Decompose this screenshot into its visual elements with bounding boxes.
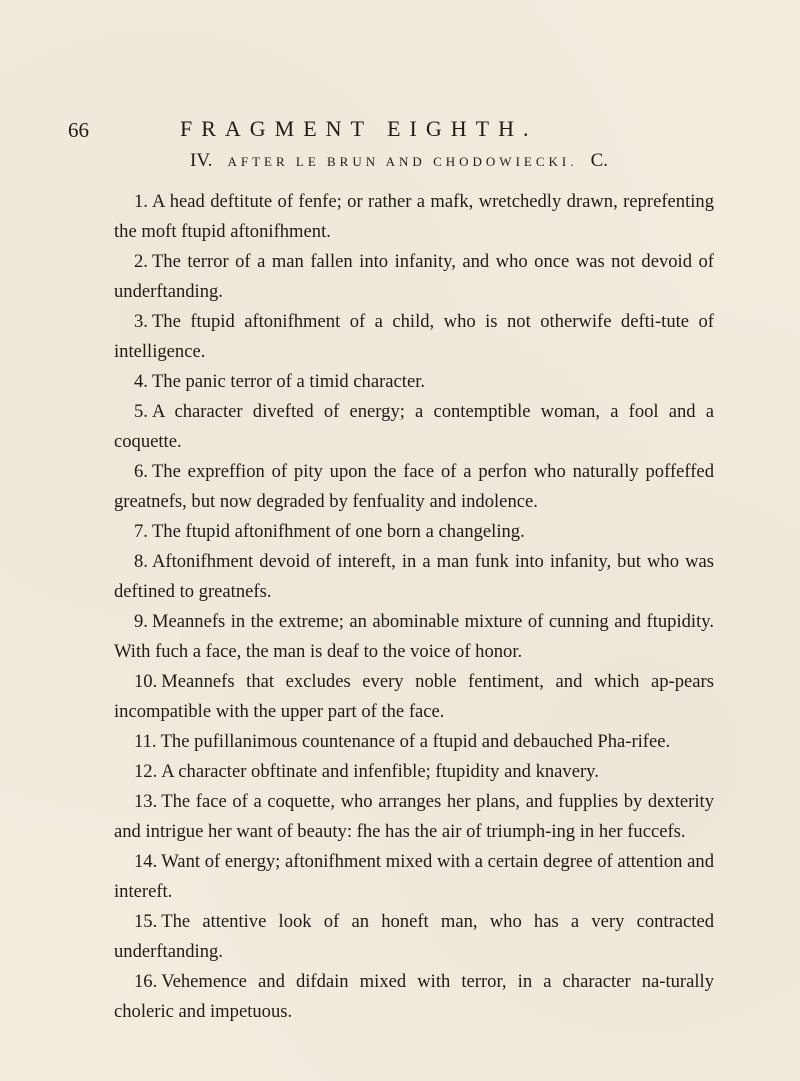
section-subtitle: AFTER LE BRUN AND CHODOWIECKI. bbox=[227, 154, 578, 169]
entry-number: 5. bbox=[134, 401, 148, 422]
entry-number: 15. bbox=[134, 911, 158, 932]
entry-number: 1. bbox=[134, 191, 148, 212]
entry-text: The ftupid aftonifhment of one born a changeling. bbox=[151, 521, 525, 542]
page-number: 66 bbox=[68, 118, 89, 142]
entry-text: The panic terror of a timid character. bbox=[151, 371, 426, 392]
entry-text: The expreffion of pity upon the face of a perfon who naturally poffeffed greatnefs, but now degraded by fenfuality and indolence. bbox=[114, 461, 714, 512]
entry-text: A character obftinate and infenfible; ftupidity and knavery. bbox=[161, 761, 599, 782]
entry bbox=[114, 787, 714, 847]
entry-text: The ftupid aftonifhment of a child, who is not otherwife defti-tute of intelligence. bbox=[114, 311, 714, 362]
entry-number: 2. bbox=[134, 251, 148, 272]
entry-number: 7. bbox=[134, 521, 148, 542]
entry-number: 3. bbox=[134, 311, 148, 332]
entry-number: 14. bbox=[134, 851, 158, 872]
entry-number: 10. bbox=[134, 671, 158, 692]
entry-text: Aftonifhment devoid of intereft, in a man funk into infanity, but who was deftined to greatnefs. bbox=[114, 551, 714, 602]
entry bbox=[114, 967, 714, 1027]
entry bbox=[114, 457, 714, 517]
entry-number: 4. bbox=[134, 371, 148, 392]
entry bbox=[114, 847, 714, 907]
entry-number: 11. bbox=[134, 731, 157, 752]
entry-text: Meannefs in the extreme; an abominable mixture of cunning and ftupidity. With fuch a face, the man is deaf to the voice of honor. bbox=[114, 611, 714, 662]
entry bbox=[114, 187, 714, 247]
running-title: FRAGMENT EIGHTH. bbox=[180, 116, 538, 141]
section-numeral: IV. bbox=[190, 150, 213, 171]
entry-number: 9. bbox=[134, 611, 148, 632]
entry bbox=[114, 397, 714, 457]
entry bbox=[114, 757, 714, 787]
entry bbox=[114, 607, 714, 667]
entry-number: 13. bbox=[134, 791, 158, 812]
entry-text: The face of a coquette, who arranges her plans, and fupplies by dexterity and intrigue her want of beauty: fhe has the air of triumph-ing in her fuccefs. bbox=[114, 791, 714, 842]
entry-text: Vehemence and difdain mixed with terror, in a character na-turally choleric and impetuous. bbox=[114, 971, 714, 1022]
entry bbox=[114, 727, 714, 757]
entry bbox=[114, 667, 714, 727]
entry-text: A head deftitute of fenfe; or rather a mafk, wretchedly drawn, reprefenting the moft ftupid aftonifhment. bbox=[114, 191, 714, 242]
entry bbox=[114, 517, 714, 547]
entry-text: A character divefted of energy; a contemptible woman, a fool and a coquette. bbox=[114, 401, 714, 452]
entry-text: The attentive look of an honeft man, who has a very contracted underftanding. bbox=[114, 911, 714, 962]
entry bbox=[114, 367, 714, 397]
section-signature: C. bbox=[590, 150, 609, 171]
entry-number: 12. bbox=[134, 761, 158, 782]
entry-number: 16. bbox=[134, 971, 158, 992]
entry bbox=[114, 307, 714, 367]
entry-text: The terror of a man fallen into infanity, and who once was not devoid of underftanding. bbox=[114, 251, 714, 302]
section-heading bbox=[190, 150, 710, 180]
entry bbox=[114, 907, 714, 967]
entry bbox=[114, 547, 714, 607]
entry-text: Want of energy; aftonifhment mixed with a certain degree of attention and intereft. bbox=[114, 851, 714, 902]
entry-number: 6. bbox=[134, 461, 148, 482]
entry-number: 8. bbox=[134, 551, 148, 572]
entry-text: The pufillanimous countenance of a ftupid and debauched Pha-rifee. bbox=[160, 731, 671, 752]
entry bbox=[114, 247, 714, 307]
running-head bbox=[68, 114, 708, 148]
entry-text: Meannefs that excludes every noble fentiment, and which ap-pears incompatible with the upper part of the face. bbox=[114, 671, 714, 722]
entry-list bbox=[114, 187, 714, 1027]
